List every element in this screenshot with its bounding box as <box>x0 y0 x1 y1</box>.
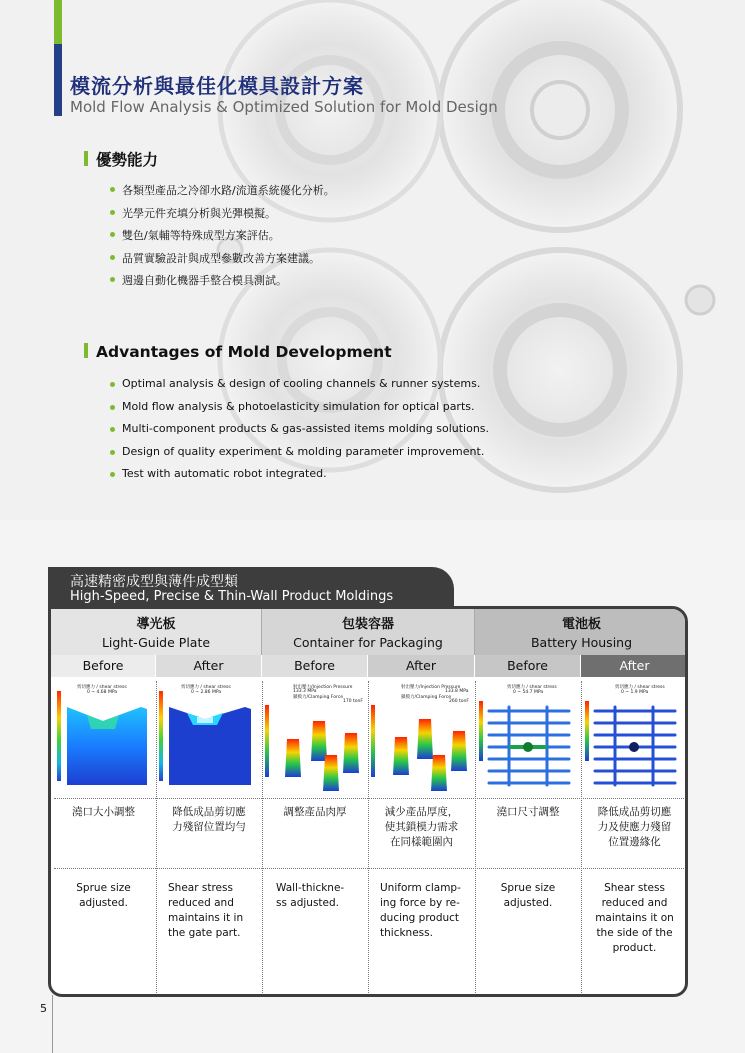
category-cn: 包裝容器 <box>341 617 394 632</box>
sim-title: 剪切應力 / shear stress <box>615 685 665 690</box>
section-heading-en-text: Advantages of Mold Development <box>96 343 392 361</box>
before-label: Before <box>262 655 368 677</box>
note-cn: 降低成品剪切應力殘留位置均勻 <box>172 806 246 833</box>
accent-bar-blue <box>54 44 62 116</box>
sim-line: 260 tonF <box>449 699 469 704</box>
note-cn: 澆口大小調整 <box>72 806 135 818</box>
sim-value: 0 ~ 2.86 MPa <box>191 690 222 695</box>
runner-grid-plot <box>479 681 579 797</box>
page-title-cn: 模流分析與最佳化模具設計方案 <box>70 74 364 98</box>
category-cn: 電池板 <box>561 617 601 632</box>
section-heading-cn <box>84 148 158 170</box>
note-en: Sprue size adjusted. <box>500 882 556 909</box>
sim-title: 剪切應力 / shear stress <box>181 685 231 690</box>
advantages-list-en <box>108 377 489 490</box>
advantages-list-cn <box>108 182 335 295</box>
list-item: 品質實驗設計與成型參數改善方案建議。 <box>108 250 335 273</box>
category-en: Container for Packaging <box>293 635 443 650</box>
list-item: Test with automatic robot integrated. <box>108 467 489 490</box>
category-header-light-guide <box>51 609 262 655</box>
moldings-tab-title-cn: 高速精密成型與薄件成型類 <box>70 574 238 590</box>
after-label: After <box>368 655 475 677</box>
heading-marker <box>84 343 88 358</box>
sim-value: 0 ~ 54.7 MPa <box>513 690 544 695</box>
list-item: 光學元件充填分析與光彈模擬。 <box>108 205 335 228</box>
list-item: 雙色/氣輔等特殊成型方案評估。 <box>108 227 335 250</box>
comparison-table <box>48 606 688 997</box>
note-cn: 降低成品剪切應力及使應力殘留位置邊緣化 <box>597 806 672 848</box>
row-divider <box>54 798 686 799</box>
note-en: Sprue size adjusted. <box>76 882 131 909</box>
after-label: After <box>581 655 688 677</box>
category-cn: 導光板 <box>136 617 176 632</box>
before-label: Before <box>51 655 156 677</box>
sim-line: 射出壓力/Injection Pressure <box>293 685 353 690</box>
note-cn: 減少產品厚度，使其鎖模力需求在同樣範圍內 <box>384 806 459 848</box>
list-item: Optimal analysis & design of cooling channels & runner systems. <box>108 377 489 400</box>
list-item: 各類型產品之冷卻水路/流道系統優化分析。 <box>108 182 335 205</box>
note-en: Uniform clamp-ing force by re-ducing product thickness. <box>380 882 461 939</box>
sim-title: 剪切應力 / shear stress <box>507 685 557 690</box>
accent-bar-green <box>54 0 62 44</box>
note-en: Wall-thickne-ss adjusted. <box>276 882 345 909</box>
list-item: 週邊自動化機器手整合模具測試。 <box>108 272 335 295</box>
note-en: Shear stess reduced and maintains it on the side of the product. <box>595 882 674 954</box>
row-divider <box>54 868 686 869</box>
section-heading-en <box>84 343 392 361</box>
page-title-en: Mold Flow Analysis & Optimized Solution for Mold Design <box>70 98 498 116</box>
category-en: Battery Housing <box>530 635 633 650</box>
list-item: Design of quality experiment & molding parameter improvement. <box>108 445 489 468</box>
sim-battery-before <box>479 681 579 797</box>
note-cn: 調整產品肉厚 <box>283 806 347 818</box>
sim-value: 0 ~ 1.9 MPa <box>621 690 649 695</box>
shear-stress-plot <box>57 681 153 797</box>
sim-battery-after <box>585 681 685 797</box>
note-cn: 澆口尺寸調整 <box>496 806 560 818</box>
after-label: After <box>156 655 262 677</box>
heading-marker <box>84 151 88 166</box>
column-divider <box>262 681 263 997</box>
section-heading-cn-text: 優勢能力 <box>96 151 159 169</box>
moldings-tab-title-en: High-Speed, Precise & Thin-Wall Product Moldings <box>70 589 394 604</box>
page-margin-line <box>52 995 53 1053</box>
sim-light-guide-before <box>57 681 153 797</box>
before-label: Before <box>475 655 581 677</box>
sim-packaging-before <box>265 681 365 797</box>
sim-light-guide-after <box>159 681 257 797</box>
sim-value: 0 ~ 4.68 MPa <box>87 690 118 695</box>
sim-line: 鎖模力/Clamping Force <box>401 695 451 700</box>
sim-line: 射出壓力/Injection Pressure <box>401 685 461 690</box>
category-en: Light-Guide Plate <box>101 635 211 650</box>
category-header-battery <box>475 609 688 655</box>
sim-packaging-after <box>371 681 473 797</box>
page-number: 5 <box>40 1002 47 1015</box>
column-divider <box>475 681 476 997</box>
list-item: Mold flow analysis & photoelasticity simulation for optical parts. <box>108 400 489 423</box>
note-en: Shear stress reduced and maintains it in the gate part. <box>168 882 244 939</box>
sim-line: 133.8 MPa <box>445 689 469 694</box>
sim-line: 170 tonF <box>343 699 363 704</box>
column-divider <box>156 681 157 997</box>
sim-line: 鎖模力/Clamping Force <box>293 695 343 700</box>
category-header-packaging <box>262 609 475 655</box>
list-item: Multi-component products & gas-assisted items molding solutions. <box>108 422 489 445</box>
sim-title: 剪切應力 / shear stress <box>77 685 127 690</box>
shear-stress-plot <box>159 681 257 797</box>
runner-grid-plot <box>585 681 685 797</box>
sim-line: 133.3 MPa <box>293 689 317 694</box>
